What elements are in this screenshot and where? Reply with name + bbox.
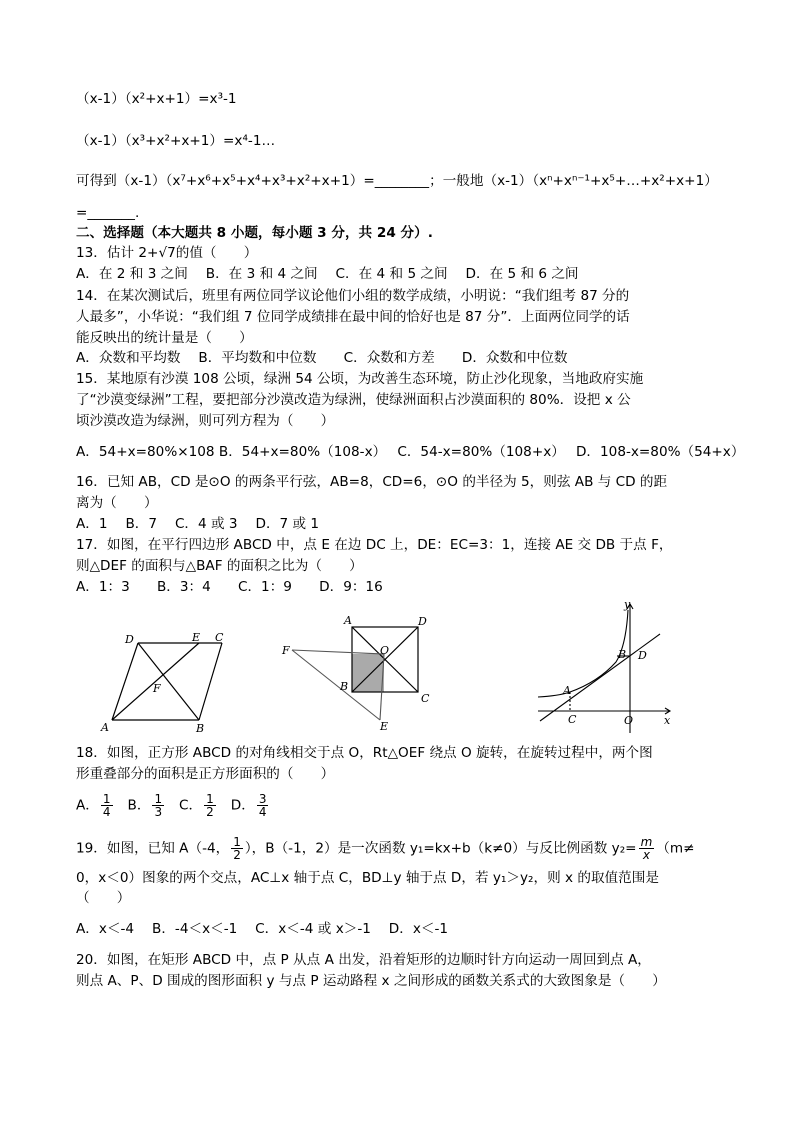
q17-options: A．1：3 B．3：4 C．1：9 D．9：16 <box>76 579 383 595</box>
fig2-label-B: B <box>340 680 349 693</box>
q20-stem-2: 则点 A、P、D 围成的图形面积 y 与点 P 运动路程 x 之间形成的函数关系式的大致图象是（ ） <box>76 973 666 989</box>
fig1-label-D: D <box>125 633 134 646</box>
q18-stem-1: 18．如图，正方形 ABCD 的对角线相交于点 O，Rt△OEF 绕点 O 旋转，在旋转过程中，两个图 <box>76 745 653 761</box>
q19-stem-3: （ ） <box>76 890 131 906</box>
figure-function-graph <box>528 598 678 738</box>
identity-line-2: （x-1）（x³+x²+x+1）=x⁴-1… <box>76 133 276 149</box>
fig1-label-A: A <box>101 721 109 734</box>
q15-stem-1: 15．某地原有沙漠 108 公顷，绿洲 54 公顷，为改善生态环境，防止沙化现象，当地政府实施 <box>76 371 644 387</box>
q15-stem-3: 顷沙漠改造为绿洲，则可列方程为（ ） <box>76 413 335 429</box>
fig2-label-O: O <box>380 644 390 657</box>
q19-m-over-x-fraction: $\frac{m}{x}$ <box>640 835 653 862</box>
q18-option-a-fraction: $\frac{1}{4}$ <box>102 792 111 819</box>
fig2-label-E: E <box>380 720 389 733</box>
q18-options <box>76 793 270 818</box>
identity-generalization: 可得到（x-1）（x⁷+x⁶+x⁵+x⁴+x³+x²+x+1）=________；一般地（x-1）（xⁿ+xⁿ⁻¹+x⁵+…+x²+x+1） <box>76 173 718 189</box>
fig2-label-C: C <box>421 692 430 705</box>
fig3-label-B: B <box>618 648 627 661</box>
q19-half-fraction: $\frac{1}{2}$ <box>233 835 241 862</box>
q13-options: A．在 2 和 3 之间 B．在 3 和 4 之间 C．在 4 和 5 之间 D．在 5 和 6 之间 <box>76 266 579 282</box>
fig3-label-D: D <box>638 649 647 662</box>
q20-stem-1: 20．如图，在矩形 ABCD 中，点 P 从点 A 出发，沿着矩形的边顺时针方向运动一周回到点 A， <box>76 952 651 968</box>
q18-option-d-letter: D． <box>230 797 255 814</box>
fig1-label-F: F <box>153 682 161 695</box>
section-title: 二、选择题（本大题共 8 小题，每小题 3 分，共 24 分）. <box>76 225 433 241</box>
q14-options: A．众数和平均数 B．平均数和中位数 C．众数和方差 D．众数和中位数 <box>76 350 568 366</box>
q17-stem-1: 17．如图，在平行四边形 ABCD 中，点 E 在边 DC 上，DE：EC=3：1，连接 AE 交 DB 于点 F， <box>76 537 673 553</box>
fig3-label-y: y <box>624 598 631 611</box>
q18-option-c-letter: C． <box>179 797 203 814</box>
fig3-label-C: C <box>568 713 577 726</box>
q19-stem-1: 19．如图，已知 A（-4， $\frac{1}{2}$ ），B（-1，2）是一次函数 y₁=kx+b（k≠0）与反比例函数 y₂= $\frac{m}{x}$ （m≠ <box>76 835 695 862</box>
q14-stem-3: 能反映出的统计量是（ ） <box>76 330 253 346</box>
q17-stem-2: 则△DEF 的面积与△BAF 的面积之比为（ ） <box>76 558 363 574</box>
fig2-label-A: A <box>344 614 352 627</box>
q18-option-b-fraction: $\frac{1}{3}$ <box>154 792 163 819</box>
q14-stem-1: 14．在某次测试后，班里有两位同学议论他们小组的数学成绩，小明说：“我们组考 87 分的 <box>76 288 630 304</box>
fig3-label-A: A <box>563 684 571 697</box>
q15-options: A．54+x=80%×108 B．54+x=80%（108-x） C．54-x=80%（108+x） D．108-x=80%（54+x） <box>76 444 745 460</box>
q18-option-a-letter: A． <box>76 797 99 814</box>
q18-option-d-fraction: $\frac{3}{4}$ <box>258 792 267 819</box>
fig1-label-C: C <box>215 631 224 644</box>
identity-line-1: （x-1）（x²+x+1）=x³-1 <box>76 91 237 107</box>
figure-parallelogram <box>95 625 235 737</box>
q19-stem-2: 0，x＜0）图象的两个交点，AC⊥x 轴于点 C，BD⊥y 轴于点 D，若 y₁＞y₂，则 x 的取值范围是 <box>76 870 659 886</box>
fig3-label-O: O <box>624 714 634 727</box>
q15-stem-2: 了“沙漠变绿洲”工程，要把部分沙漠改造为绿洲，使绿洲面积占沙漠面积的 80%．设把 x 公 <box>76 392 631 408</box>
q19-options: A．x＜-4 B．-4＜x＜-1 C．x＜-4 或 x＞-1 D．x＜-1 <box>76 921 449 937</box>
fig3-label-x: x <box>664 714 671 727</box>
q18-option-c-fraction: $\frac{1}{2}$ <box>206 792 214 819</box>
q18-stem-2: 形重叠部分的面积是正方形面积的（ ） <box>76 766 335 782</box>
fig1-label-B: B <box>196 722 205 735</box>
q16-stem-2: 离为（ ） <box>76 495 158 511</box>
q18-option-b-letter: B． <box>127 797 151 814</box>
fig2-label-F: F <box>282 644 290 657</box>
figure-square-rotation <box>280 612 440 736</box>
q14-stem-2: 人最多”，小华说：“我们组 7 位同学成绩排在最中间的恰好也是 87 分”．上面两位同学的话 <box>76 309 630 325</box>
q16-options: A．1 B．7 C．4 或 3 D．7 或 1 <box>76 516 320 532</box>
identity-blank: =_______. <box>76 205 140 221</box>
q16-stem-1: 16．已知 AB，CD 是⊙O 的两条平行弦，AB=8，CD=6，⊙O 的半径为 5，则弦 AB 与 CD 的距 <box>76 474 668 490</box>
fig1-label-E: E <box>192 631 201 644</box>
fig2-label-D: D <box>418 615 427 628</box>
q13-stem: 13．估计 2+√7的值（ ） <box>76 245 258 261</box>
